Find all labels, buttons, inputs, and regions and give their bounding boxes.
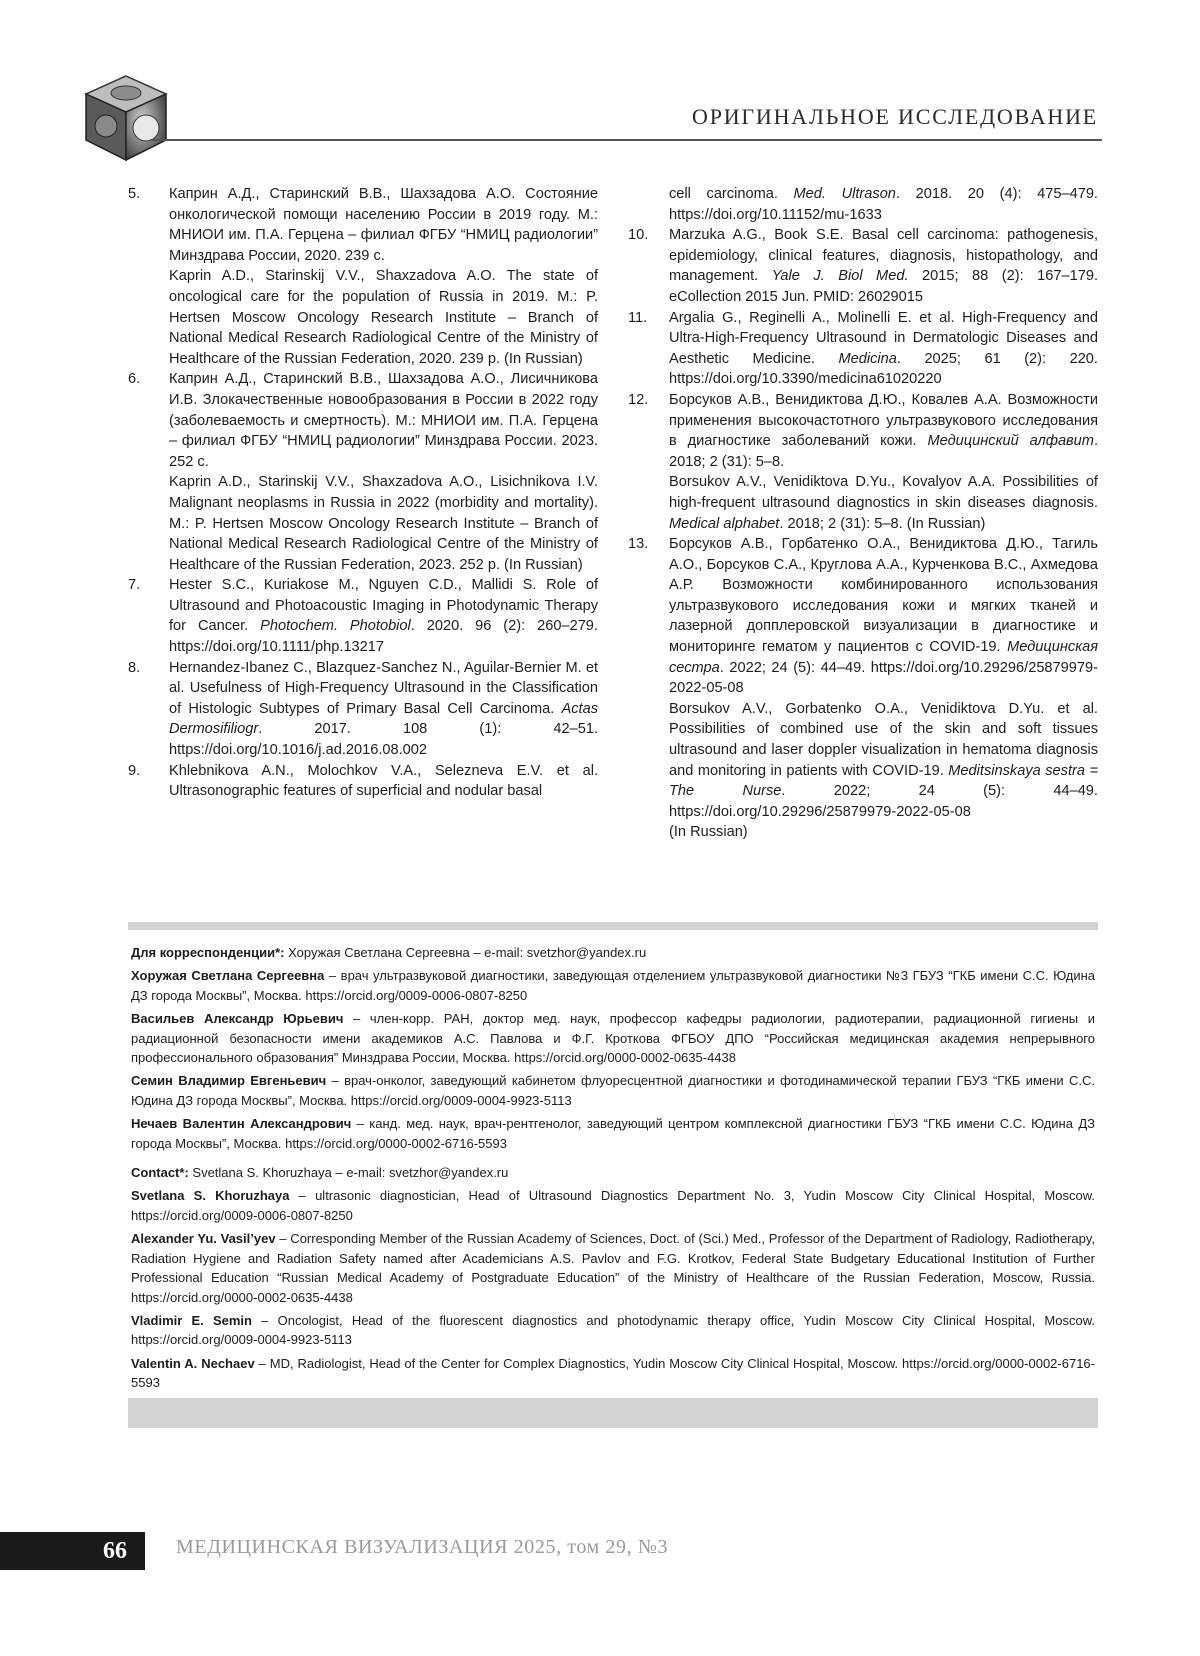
reference-text-ru: Борсуков А.В., Горбатенко О.А., Венидиктова Д.Ю., Тагиль А.О., Борсуков С.А., Круглова А.А., Курченкова В.С., Ахмедова А.Р. Возможности комбинированного использования ультразвукового исследования кожи и мягких тканей и лазерной допплеровской визуализации в диагностике и мониторинге гематом у пациентов с COVID-19. Медицинская сестра. 2022; 24 (5): 44–49. https://doi.org/10.29296/25879979-2022-05-08	[669, 536, 1098, 697]
journal-title: Med. Ultrason	[793, 186, 896, 202]
contacts-top-bar	[128, 922, 1098, 930]
journal-title: Meditsinskaya sestra = The Nurse	[669, 762, 1098, 800]
reference-item	[628, 534, 1098, 843]
reference-text: Marzuka A.G., Book S.E. Basal cell carcinoma: pathogenesis, epidemiology, clinical features, diagnosis, histopathology, and management. Yale J. Biol Med. 2015; 88 (2): 167–179. eCollection 2015 Jun. PMID: 26029015	[669, 227, 1099, 305]
contacts-block	[131, 943, 1095, 1397]
journal-cube-logo-icon	[80, 72, 172, 164]
journal-title: Medical alphabet	[669, 515, 780, 532]
section-title: ОРИГИНАЛЬНОЕ ИССЛЕДОВАНИЕ	[692, 104, 1098, 129]
reference-text-ru: Каприн А.Д., Старинский В.В., Шахзадова А.О., Лисичникова И.В. Злокачественные новообразования в России в 2022 году (заболеваемость и смертность). М.: МНИОИ им. П.А. Герцена – филиал ФГБУ “НМИЦ радиологии” Минздрава России. 2023. 252 с.	[169, 371, 598, 470]
journal-title: Photochem. Photobiol	[260, 618, 411, 635]
reference-item	[128, 184, 598, 369]
journal-title: Yale J. Biol Med.	[771, 268, 909, 285]
reference-number: 9.	[128, 762, 141, 779]
reference-text: Hernandez-Ibanez C., Blazquez-Sanchez N., Aguilar-Bernier M. et al. Usefulness of High-Frequency Ultrasound in the Classification of Histologic Subtypes of Primary Basal Cell Carcinoma. Actas Dermosifiliogr. 2017. 108 (1): 42–51. https://doi.org/10.1016/j.ad.2016.08.002	[169, 659, 598, 759]
reference-text-en: Kaprin A.D., Starinskij V.V., Shaxzadova A.O. The state of oncological care for the population of Russia in 2019. M.: P. Hertsen Moscow Oncology Research Institute – Branch of National Medical Research Radiological Centre of the Ministry of Healthcare of the Russian Federation, 2020. 239 p. (In Russian)	[169, 268, 598, 367]
author-info: Alexander Yu. Vasil’yev – Corresponding Member of the Russian Academy of Sciences, Doct. of (Sci.) Med., Professor of the Department of Radiology, Radiotherapy, Radiation Hygiene and Radiation Safety named after Academicians A.S. Pavlov and F.G. Krotkov, Federal State Budgetary Educational Institution of Further Professional Education “Russian Medical Academy of Postgraduate Education” of the Ministry of Healthcare of the Russian Federation, Moscow, Russia. https://orcid.org/0000-0002-0635-4438	[131, 1231, 1096, 1305]
reference-text-ru: Борсуков А.В., Венидиктова Д.Ю., Ковалев А.А. Возможности применения высокочастотного ультразвукового исследования в диагностике заболеваний кожи. Медицинский алфавит. 2018; 2 (31): 5–8.	[669, 391, 1099, 470]
contacts-bottom-bar	[128, 1398, 1098, 1428]
reference-text-en: Kaprin A.D., Starinskij V.V., Shaxzadova A.O., Lisichnikova I.V. Malignant neoplasms in Russia in 2022 (morbidity and mortality). M.: P. Hertsen Moscow Oncology Research Institute – Branch of National Medical Research Radiological Centre of the Ministry of Healthcare of the Russian Federation, 2023. 252 p. (In Russian)	[169, 474, 598, 573]
reference-item	[628, 308, 1098, 390]
reference-item	[628, 390, 1098, 534]
author-info: Семин Владимир Евгеньевич – врач-онколог, заведующий кабинетом флуоресцентной диагностики и фотодинамической терапии ГБУЗ “ГКБ имени С.С. Юдина ДЗ города Москвы”, Москва. https://orcid.org/0009-0004-9923-5113	[131, 1073, 1095, 1108]
reference-item	[128, 369, 598, 575]
reference-text: Argalia G., Reginelli A., Molinelli E. et al. High-Frequency and Ultra-High-Frequency Ultrasound in Dermatologic Diseases and Aesthetic Medicine. Medicina. 2025; 61 (2): 220. https://doi.org/10.3390/medicina61020220	[669, 309, 1098, 388]
reference-text-en: Borsukov A.V., Gorbatenko O.A., Venidiktova D.Yu. et al. Possibilities of combined use of the skin and soft tissues ultrasound and laser doppler visualization in hematoma diagnosis and monitoring in patients with COVID-19. Meditsinskaya sestra = The Nurse. 2022; 24 (5): 44–49. https://doi.org/10.29296/25879979-2022-05-08	[669, 700, 1098, 820]
reference-continuation: cell carcinoma. Med. Ultrason. 2018. 20 (4): 475–479. https://doi.org/10.11152/mu-1633	[669, 186, 1098, 223]
author-info: Хоружая Светлана Сергеевна – врач ультразвуковой диагностики, заведующая отделением ультразвуковой диагностики №3 ГБУЗ “ГКБ имени С.С. Юдина ДЗ города Москвы”, Москва. https://orcid.org/0009-0006-0807-8250	[131, 968, 1095, 1003]
author-info: Нечаев Валентин Александрович – канд. мед. наук, врач-рентгенолог, заведующий центром комплексной диагностики ГБУЗ “ГКБ имени С.С. Юдина ДЗ города Москвы”, Москва. https://orcid.org/0000-0002-6716-5593	[131, 1116, 1095, 1151]
reference-number: 11.	[628, 309, 648, 326]
header-rule	[150, 139, 1102, 141]
references-right-column	[628, 184, 1098, 843]
reference-number: 8.	[128, 659, 141, 676]
reference-text-en-tail: (In Russian)	[669, 824, 748, 841]
reference-number: 13.	[628, 536, 649, 553]
author-info: Васильев Александр Юрьевич – член-корр. РАН, доктор мед. наук, профессор кафедры радиологии, радиотерапии, радиационной гигиены и радиационной безопасности имени академиков А.С. Павлова и Ф.Г. Кроткова ФГБОУ ДПО “Российская медицинская академия непрерывного профессионального образования” Минздрава России, Москва. https://orcid.org/0000-0002-0635-4438	[131, 1011, 1096, 1066]
reference-item	[128, 761, 598, 802]
journal-title: Медицинский алфавит	[927, 433, 1094, 450]
author-info: Valentin A. Nechaev – MD, Radiologist, Head of the Center for Complex Diagnostics, Yudin Moscow City Clinical Hospital, Moscow. https://orcid.org/0000-0002-6716-5593	[131, 1355, 1095, 1391]
reference-item	[128, 658, 598, 761]
journal-title: Medicina	[838, 350, 897, 367]
reference-text-ru: Каприн А.Д., Старинский В.В., Шахзадова А.О. Состояние онкологической помощи населению России в 2019 году. М.: МНИОИ им. П.А. Герцена – филиал ФГБУ “НМИЦ радиологии” Минздрава России, 2020. 239 с.	[169, 186, 598, 264]
correspondence-line: Для корреспонденции*: Хоружая Светлана Сергеевна – e-mail: svetzhor@yandex.ru	[131, 945, 647, 960]
reference-text: Khlebnikova A.N., Molochkov V.A., Selezneva E.V. et al. Ultrasonographic features of superficial and nodular basal	[169, 762, 598, 800]
reference-item	[628, 225, 1098, 307]
reference-number: 6.	[128, 371, 141, 388]
reference-number: 5.	[128, 186, 141, 202]
journal-title: Actas Dermosifiliogr	[169, 700, 598, 738]
journal-footer: МЕДИЦИНСКАЯ ВИЗУАЛИЗАЦИЯ 2025, том 29, №3	[176, 1536, 669, 1558]
references-left-column	[128, 184, 598, 802]
reference-item	[128, 575, 598, 657]
reference-number: 10.	[628, 227, 649, 244]
author-info: Svetlana S. Khoruzhaya – ultrasonic diagnostician, Head of Ultrasound Diagnostics Department No. 3, Yudin Moscow City Clinical Hospital, Moscow. https://orcid.org/0009-0006-0807-8250	[131, 1188, 1095, 1223]
journal-title: Медицинская сестра	[669, 639, 1098, 676]
author-info: Vladimir E. Semin – Oncologist, Head of the fluorescent diagnostics and photodynamic therapy office, Yudin Moscow City Clinical Hospital, Moscow. https://orcid.org/0009-0004-9923-5113	[131, 1312, 1095, 1348]
reference-text-en: Borsukov A.V., Venidiktova D.Yu., Kovalyov A.A. Possibilities of high-frequent ultrasound diagnostics in skin diseases diagnosis. Medical alphabet. 2018; 2 (31): 5–8. (In Russian)	[669, 474, 1098, 532]
contact-line: Contact*: Svetlana S. Khoruzhaya – e-mail: svetzhor@yandex.ru	[131, 1165, 509, 1181]
reference-text: Hester S.C., Kuriakose M., Nguyen C.D., Mallidi S. Role of Ultrasound and Photoacoustic Imaging in Photodynamic Therapy for Cancer. Photochem. Photobiol. 2020. 96 (2): 260–279. https://doi.org/10.1111/php.13217	[169, 577, 598, 656]
reference-number: 7.	[128, 577, 141, 594]
page-number: 66	[0, 1532, 145, 1570]
reference-number: 12.	[628, 391, 649, 408]
